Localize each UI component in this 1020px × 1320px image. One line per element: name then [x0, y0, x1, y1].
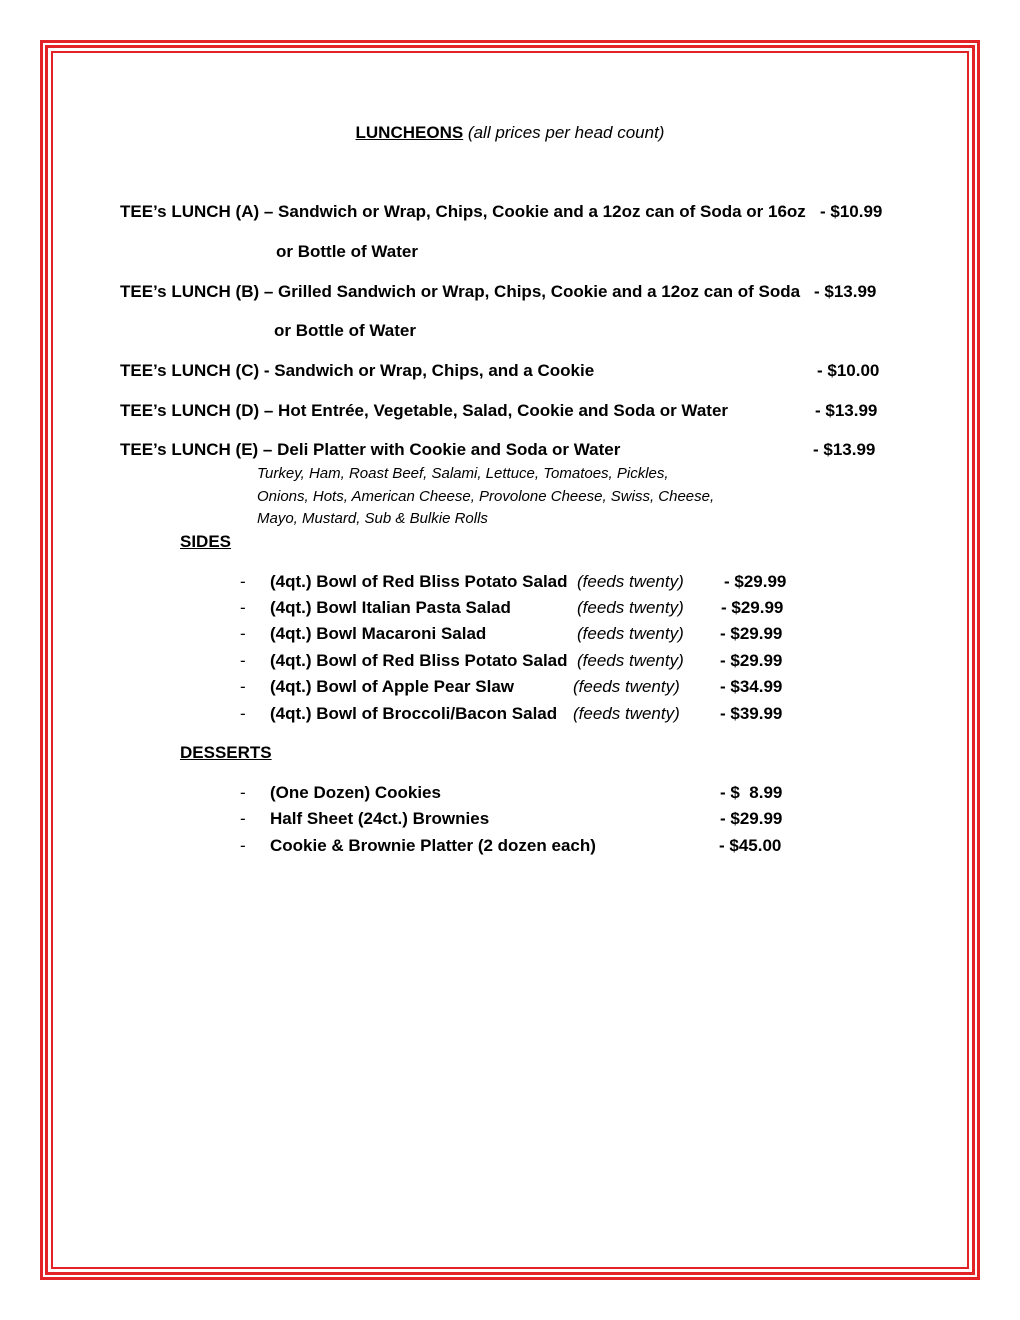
lunch-a-price: - $10.99	[820, 202, 883, 221]
lunch-b-name: TEE’s LUNCH (B) – Grilled Sandwich or Wrap, Chips, Cookie and a 12oz can of Soda	[120, 282, 801, 301]
lunch-d-price: - $13.99	[815, 401, 878, 420]
lunch-c-price: - $10.00	[817, 361, 880, 380]
list-bullet: -	[240, 783, 246, 802]
dessert-item-name: (One Dozen) Cookies	[270, 783, 441, 802]
list-bullet: -	[240, 809, 246, 828]
lunch-a-continuation: or Bottle of Water	[276, 242, 418, 261]
dessert-item-name: Half Sheet (24ct.) Brownies	[270, 809, 490, 828]
side-item-price: - $29.99	[720, 651, 783, 670]
side-item-note: (feeds twenty)	[577, 624, 684, 643]
side-item-name: (4qt.) Bowl of Broccoli/Bacon Salad	[270, 704, 558, 723]
side-item-name: (4qt.) Bowl of Apple Pear Slaw	[270, 677, 515, 696]
lunch-e-detail: Onions, Hots, American Cheese, Provolone Cheese, Swiss, Cheese,	[257, 488, 715, 505]
lunch-e-price: - $13.99	[813, 440, 876, 459]
list-bullet: -	[240, 572, 246, 591]
list-bullet: -	[240, 624, 246, 643]
list-bullet: -	[240, 704, 246, 723]
lunch-e-detail: Mayo, Mustard, Sub & Bulkie Rolls	[257, 510, 488, 527]
lunch-b-continuation: or Bottle of Water	[274, 321, 416, 340]
side-item-price: - $29.99	[720, 624, 783, 643]
side-item-note: (feeds twenty)	[577, 651, 684, 670]
side-item-name: (4qt.) Bowl Macaroni Salad	[270, 624, 487, 643]
menu-heading: LUNCHEONS	[355, 123, 464, 142]
side-item-name: (4qt.) Bowl of Red Bliss Potato Salad	[270, 651, 568, 670]
list-bullet: -	[240, 677, 246, 696]
lunch-e-detail: Turkey, Ham, Roast Beef, Salami, Lettuce, Tomatoes, Pickles,	[257, 465, 669, 482]
side-item-name: (4qt.) Bowl Italian Pasta Salad	[270, 598, 511, 617]
side-item-price: - $39.99	[720, 704, 783, 723]
side-item-note: (feeds twenty)	[573, 677, 680, 696]
dessert-item-name: Cookie & Brownie Platter (2 dozen each)	[270, 836, 596, 855]
side-item-note: (feeds twenty)	[573, 704, 680, 723]
side-item-name: (4qt.) Bowl of Red Bliss Potato Salad	[270, 572, 568, 591]
side-item-price: - $29.99	[724, 572, 787, 591]
list-bullet: -	[240, 598, 246, 617]
lunch-e-name: TEE’s LUNCH (E) – Deli Platter with Cookie and Soda or Water	[120, 440, 621, 459]
dessert-item-price: - $29.99	[720, 809, 783, 828]
sides-heading: SIDES	[180, 532, 232, 551]
side-item-price: - $34.99	[720, 677, 783, 696]
list-bullet: -	[240, 651, 246, 670]
dessert-item-price: - $ 8.99	[720, 783, 783, 802]
side-item-price: - $29.99	[721, 598, 784, 617]
desserts-heading: DESSERTS	[180, 743, 272, 762]
lunch-b-price: - $13.99	[814, 282, 877, 301]
page-title	[0, 123, 1020, 143]
menu-subheading: (all prices per head count)	[467, 123, 665, 142]
list-bullet: -	[240, 836, 246, 855]
dessert-item-price: - $45.00	[719, 836, 782, 855]
lunch-c-name: TEE’s LUNCH (C) - Sandwich or Wrap, Chips, and a Cookie	[120, 361, 595, 380]
side-item-note: (feeds twenty)	[577, 598, 684, 617]
side-item-note: (feeds twenty)	[577, 572, 684, 591]
lunch-a-name: TEE’s LUNCH (A) – Sandwich or Wrap, Chips, Cookie and a 12oz can of Soda or 16oz	[120, 202, 806, 221]
lunch-d-name: TEE’s LUNCH (D) – Hot Entrée, Vegetable, Salad, Cookie and Soda or Water	[120, 401, 729, 420]
